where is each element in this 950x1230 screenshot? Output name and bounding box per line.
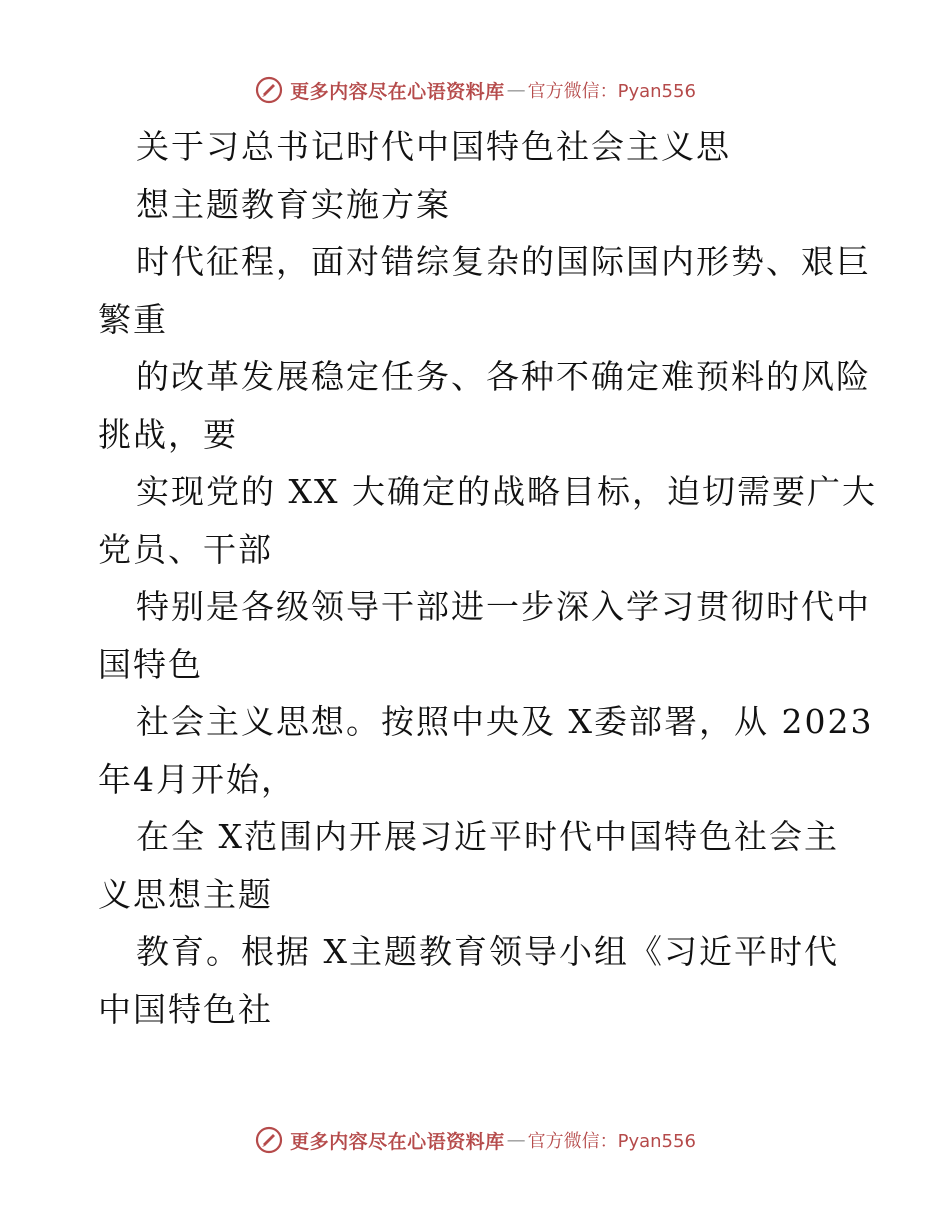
title-line-2: 想主题教育实施方案 xyxy=(136,184,451,224)
title-line-1: 关于习总书记时代中国特色社会主义思 xyxy=(136,127,731,166)
paragraph-line: 在全 X范围内开展习近平时代中国特色社会主 xyxy=(136,817,839,856)
paragraph-line: 时代征程，面对错综复杂的国际国内形势、艰巨 xyxy=(136,242,871,281)
pen-seal-icon xyxy=(254,75,284,105)
paragraph-line: 年4月开始， xyxy=(98,759,296,799)
paragraph-line: 特别是各级领导干部进一步深入学习贯彻时代中 xyxy=(136,587,871,626)
paragraph-line: 国特色 xyxy=(98,644,203,684)
paragraph-line: 中国特色社 xyxy=(98,989,273,1029)
paragraph-line: 实现党的 XX 大确定的战略目标，迫切需要广大 xyxy=(136,472,877,511)
footer-banner xyxy=(0,1120,950,1160)
paragraph-line: 的改革发展稳定任务、各种不确定难预料的风险 xyxy=(136,357,871,396)
document-body xyxy=(98,118,877,1038)
pen-seal-icon xyxy=(254,1125,284,1155)
paragraph-line: 繁重 xyxy=(98,299,168,339)
paragraph-line: 挑战，要 xyxy=(98,414,238,454)
header-brand-text: 更多内容尽在心语资料库 xyxy=(290,80,505,103)
header-wechat-text: 官方微信：Pyan556 xyxy=(527,81,696,102)
paragraph-line: 教育。根据 X主题教育领导小组《习近平时代 xyxy=(136,932,839,971)
header-separator: — xyxy=(506,79,526,101)
paragraph-line: 党员、干部 xyxy=(98,529,273,569)
footer-separator: — xyxy=(506,1129,526,1151)
paragraph-line: 义思想主题 xyxy=(98,874,273,914)
paragraph-line: 社会主义思想。按照中央及 X委部署，从 2023 xyxy=(136,702,874,741)
footer-brand-text: 更多内容尽在心语资料库 xyxy=(290,1130,505,1153)
footer-wechat-text: 官方微信：Pyan556 xyxy=(527,1131,696,1152)
header-banner xyxy=(0,70,950,110)
